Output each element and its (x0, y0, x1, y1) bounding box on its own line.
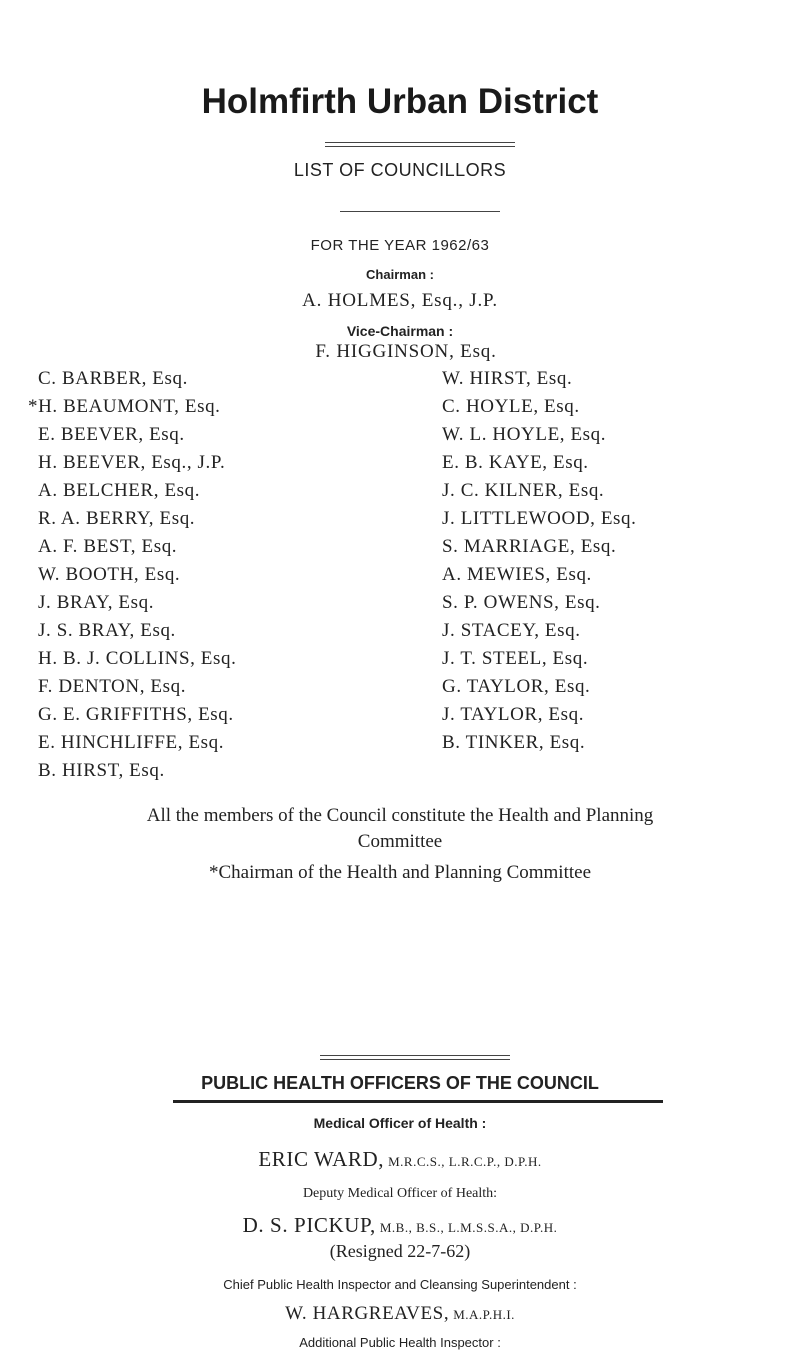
chief-inspector-name: W. HARGREAVES, (285, 1303, 450, 1324)
officers-heading-underline (173, 1100, 663, 1103)
title-divider (325, 142, 515, 143)
councillor: A. MEWIES, Esq. (442, 564, 592, 585)
councillor: J. BRAY, Esq. (38, 592, 155, 613)
moh-name: ERIC WARD, (258, 1147, 385, 1171)
year-line: FOR THE YEAR 1962/63 (310, 237, 490, 254)
committee-note: All the members of the Council constitute the Health and Planning (146, 805, 654, 826)
officers-heading: PUBLIC HEALTH OFFICERS OF THE COUNCIL (201, 1073, 599, 1093)
councillor: *H. BEAUMONT, Esq. (28, 396, 221, 417)
officers-divider (320, 1055, 510, 1056)
vice-chairman-name: F. HIGGINSON, Esq. (315, 341, 497, 362)
councillors-heading: LIST OF COUNCILLORS (293, 160, 507, 180)
deputy-note: (Resigned 22-7-62) (329, 1241, 471, 1261)
councillor: J. LITTLEWOOD, Esq. (442, 508, 637, 529)
councillor: F. DENTON, Esq. (38, 676, 187, 697)
councillor: E. HINCHLIFFE, Esq. (38, 732, 225, 753)
chairman-name: A. HOLMES, Esq., J.P. (302, 290, 498, 311)
deputy-name: D. S. PICKUP, (242, 1213, 376, 1237)
councillor: R. A. BERRY, Esq. (38, 508, 196, 529)
councillor: C. HOYLE, Esq. (442, 396, 580, 417)
councillor: A. BELCHER, Esq. (38, 480, 201, 501)
chief-inspector-label: Chief Public Health Inspector and Cleansing Superintendent : (223, 1277, 577, 1292)
councillor: S. P. OWENS, Esq. (442, 592, 601, 613)
councillor: J. T. STEEL, Esq. (442, 648, 589, 669)
councillor: W. HIRST, Esq. (442, 368, 573, 389)
subtitle-divider (340, 211, 500, 212)
councillor: G. E. GRIFFITHS, Esq. (38, 704, 234, 725)
deputy-qualifications: M.B., B.S., L.M.S.S.A., D.P.H. (379, 1220, 558, 1235)
chief-inspector-line (0, 1303, 800, 1325)
councillor: J. TAYLOR, Esq. (442, 704, 585, 725)
councillor: W. L. HOYLE, Esq. (442, 424, 607, 445)
councillor: J. STACEY, Esq. (442, 620, 581, 641)
councillor: J. S. BRAY, Esq. (38, 620, 176, 641)
councillor: H. B. J. COLLINS, Esq. (38, 648, 237, 669)
chairman-label: Chairman : (366, 267, 434, 282)
deputy-line (0, 1213, 800, 1238)
councillor: H. BEEVER, Esq., J.P. (38, 452, 226, 473)
councillor: J. C. KILNER, Esq. (442, 480, 605, 501)
footnote: *Chairman of the Health and Planning Committee (208, 862, 592, 883)
councillor: S. MARRIAGE, Esq. (442, 536, 617, 557)
councillors-list-left (28, 353, 237, 785)
councillor: C. BARBER, Esq. (38, 368, 188, 389)
councillor: G. TAYLOR, Esq. (442, 676, 591, 697)
councillor: W. BOOTH, Esq. (38, 564, 181, 585)
councillor: B. HIRST, Esq. (38, 760, 165, 781)
committee-note-cont: Committee (357, 831, 443, 852)
deputy-label: Deputy Medical Officer of Health: (302, 1186, 498, 1201)
moh-qualifications: M.R.C.S., L.R.C.P., D.P.H. (388, 1154, 542, 1169)
additional-inspector-label: Additional Public Health Inspector : (299, 1335, 501, 1350)
vice-chairman-label: Vice-Chairman : (346, 323, 454, 339)
moh-line (0, 1147, 800, 1172)
page-title: Holmfirth Urban District (201, 82, 599, 121)
title-divider-2 (325, 146, 515, 147)
chief-inspector-qualifications: M.A.P.H.I. (453, 1307, 515, 1322)
councillors-list-right (442, 353, 637, 757)
councillor: E. BEEVER, Esq. (38, 424, 185, 445)
moh-label: Medical Officer of Health : (313, 1115, 487, 1131)
councillor: E. B. KAYE, Esq. (442, 452, 589, 473)
councillor: A. F. BEST, Esq. (38, 536, 178, 557)
councillor: B. TINKER, Esq. (442, 732, 586, 753)
officers-divider-2 (320, 1059, 510, 1060)
